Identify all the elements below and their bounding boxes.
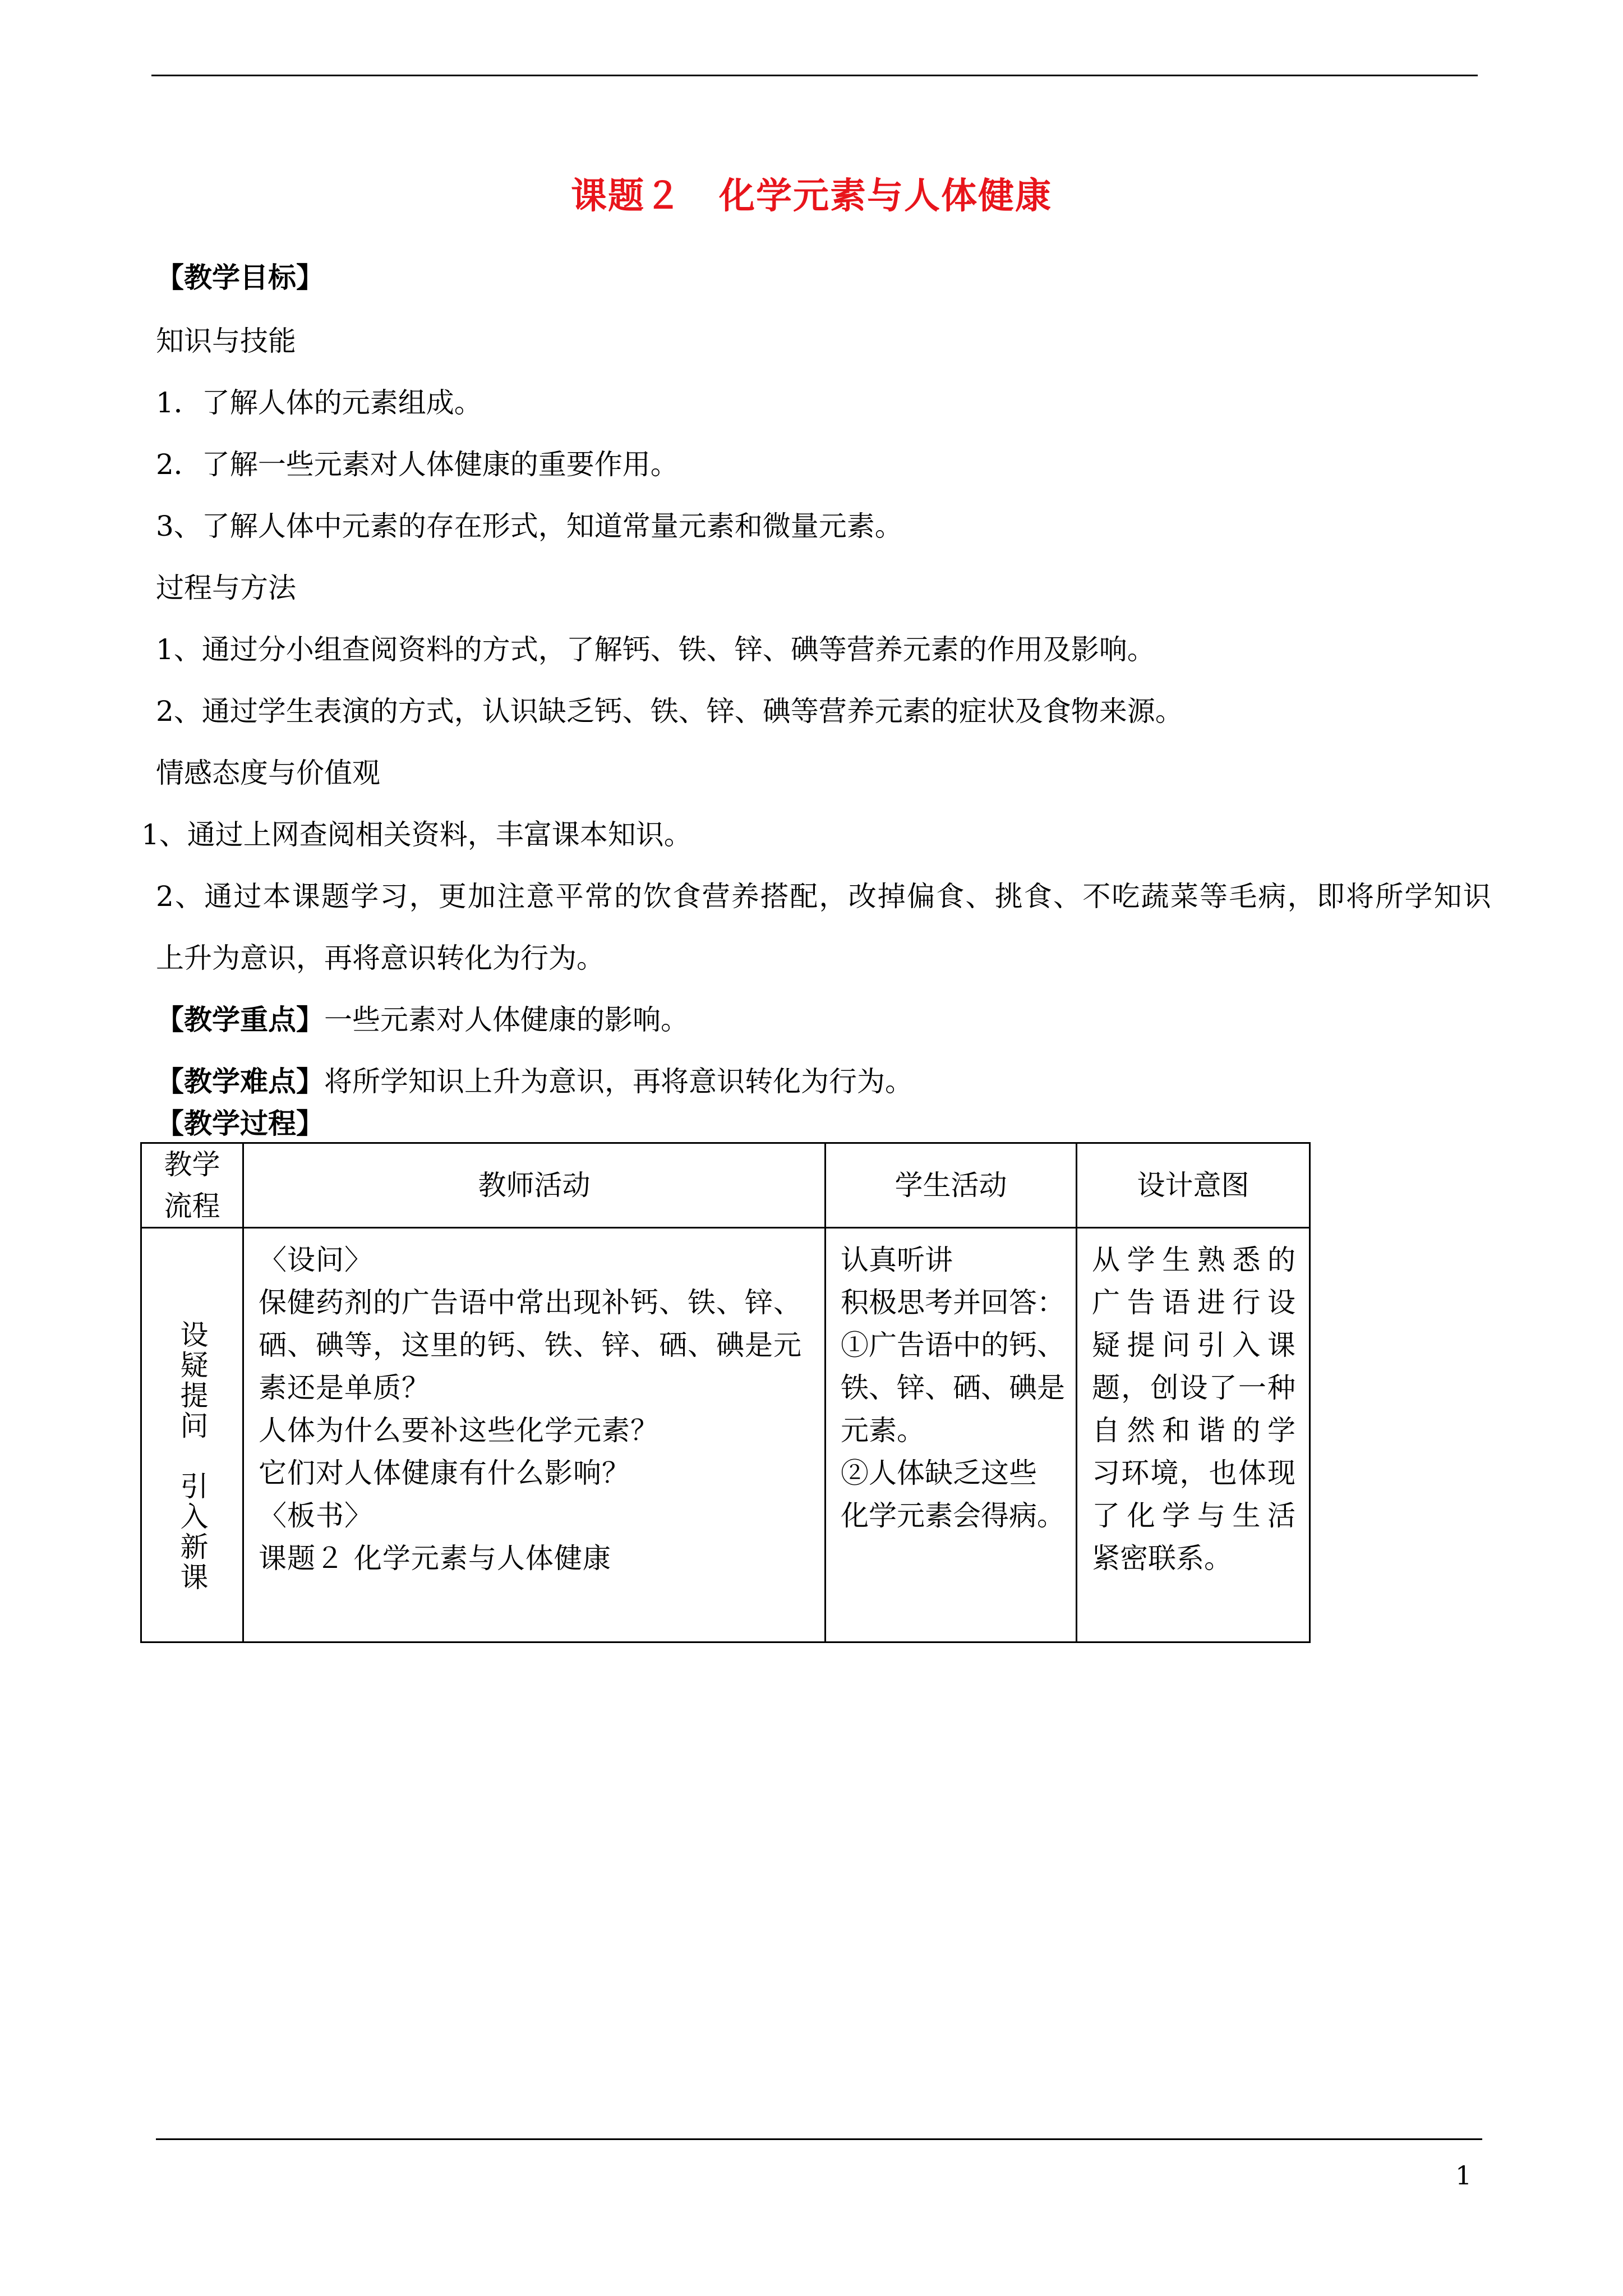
process-heading: 过程与方法 <box>156 572 296 604</box>
attitude-heading: 情感态度与价值观 <box>156 757 380 789</box>
teacher-line: 硒、碘等，这里的钙、铁、锌、硒、碘是元 <box>259 1329 802 1361</box>
attitude-item-continued: 上升为意识，再将意识转化为行为。 <box>156 942 605 974</box>
difficult-point <box>156 1062 913 1101</box>
student-line: ②人体缺乏这些 <box>841 1457 1037 1489</box>
cell-flow <box>141 1228 243 1642</box>
teacher-line: 〈板书〉 <box>259 1499 373 1532</box>
attitude-item: 2、通过本课题学习，更加注意平常的饮食营养搭配，改掉偏食、挑食、不吃蔬菜等毛病，即将所学知识 <box>156 880 1493 913</box>
design-line: 自然和谐的学 <box>1092 1414 1295 1447</box>
header-flow <box>141 1143 243 1228</box>
difficult-point-label: 【教学难点】 <box>156 1065 324 1098</box>
cell-design <box>1077 1228 1310 1642</box>
knowledge-heading: 知识与技能 <box>156 325 296 357</box>
header-flow-line: 教学 <box>164 1148 220 1181</box>
student-line: 元素。 <box>841 1414 925 1447</box>
student-line: 认真听讲 <box>841 1244 953 1276</box>
footer-rule <box>156 2138 1482 2140</box>
teaching-process-table <box>140 1142 1311 1643</box>
design-line: 了化学与生活 <box>1092 1499 1295 1532</box>
process-item: 1、通过分小组查阅资料的方式，了解钙、铁、锌、碘等营养元素的作用及影响。 <box>156 633 1155 666</box>
flow-stage-text: 设疑提问 引入新课 <box>176 1320 209 1593</box>
table-row <box>141 1228 1310 1642</box>
page-title: 课题２ 化学元素与人体健康 <box>571 175 1052 217</box>
attitude-item: 1、通过上网查阅相关资料，丰富课本知识。 <box>141 818 692 851</box>
design-line: 从学生熟悉的 <box>1092 1244 1295 1276</box>
header-rule <box>151 75 1478 76</box>
goals-heading: 【教学目标】 <box>156 261 324 294</box>
knowledge-item: 3、了解人体中元素的存在形式，知道常量元素和微量元素。 <box>156 510 903 542</box>
header-student: 学生活动 <box>826 1143 1077 1228</box>
design-line: 广告语进行设 <box>1092 1286 1295 1319</box>
design-line: 题，创设了一种 <box>1092 1372 1295 1404</box>
student-line: 铁、锌、硒、碘是 <box>841 1372 1065 1404</box>
teacher-line: 课题２ 化学元素与人体健康 <box>259 1542 611 1575</box>
process-item: 2、通过学生表演的方式，认识缺乏钙、铁、锌、碘等营养元素的症状及食物来源。 <box>156 695 1183 728</box>
header-teacher: 教师活动 <box>243 1143 826 1228</box>
page-number: 1 <box>1455 2160 1472 2191</box>
teacher-line: 人体为什么要补这些化学元素？ <box>259 1414 659 1447</box>
header-design: 设计意图 <box>1077 1143 1310 1228</box>
key-point <box>156 1000 689 1039</box>
teacher-line: 素还是单质？ <box>259 1372 430 1404</box>
table-header-row <box>141 1143 1310 1228</box>
student-line: 化学元素会得病。 <box>841 1499 1065 1532</box>
key-point-label: 【教学重点】 <box>156 1003 324 1036</box>
design-line: 紧密联系。 <box>1092 1542 1232 1575</box>
student-line: ①广告语中的钙、 <box>841 1329 1065 1361</box>
design-line: 习环境，也体现 <box>1092 1457 1295 1489</box>
design-line: 疑提问引入课 <box>1092 1329 1295 1361</box>
header-flow-line: 流程 <box>164 1190 220 1222</box>
teacher-line: 〈设问〉 <box>259 1244 373 1276</box>
student-line: 积极思考并回答： <box>841 1286 1065 1319</box>
knowledge-item: 1．了解人体的元素组成。 <box>156 386 482 419</box>
knowledge-item: 2．了解一些元素对人体健康的重要作用。 <box>156 448 679 481</box>
procedure-heading: 【教学过程】 <box>156 1107 324 1140</box>
teacher-line: 它们对人体健康有什么影响？ <box>259 1457 630 1489</box>
difficult-point-text: 将所学知识上升为意识，再将意识转化为行为。 <box>324 1065 913 1098</box>
key-point-text: 一些元素对人体健康的影响。 <box>324 1004 689 1036</box>
cell-teacher <box>243 1228 826 1642</box>
teacher-line: 保健药剂的广告语中常出现补钙、铁、锌、 <box>259 1286 802 1319</box>
cell-student <box>826 1228 1077 1642</box>
